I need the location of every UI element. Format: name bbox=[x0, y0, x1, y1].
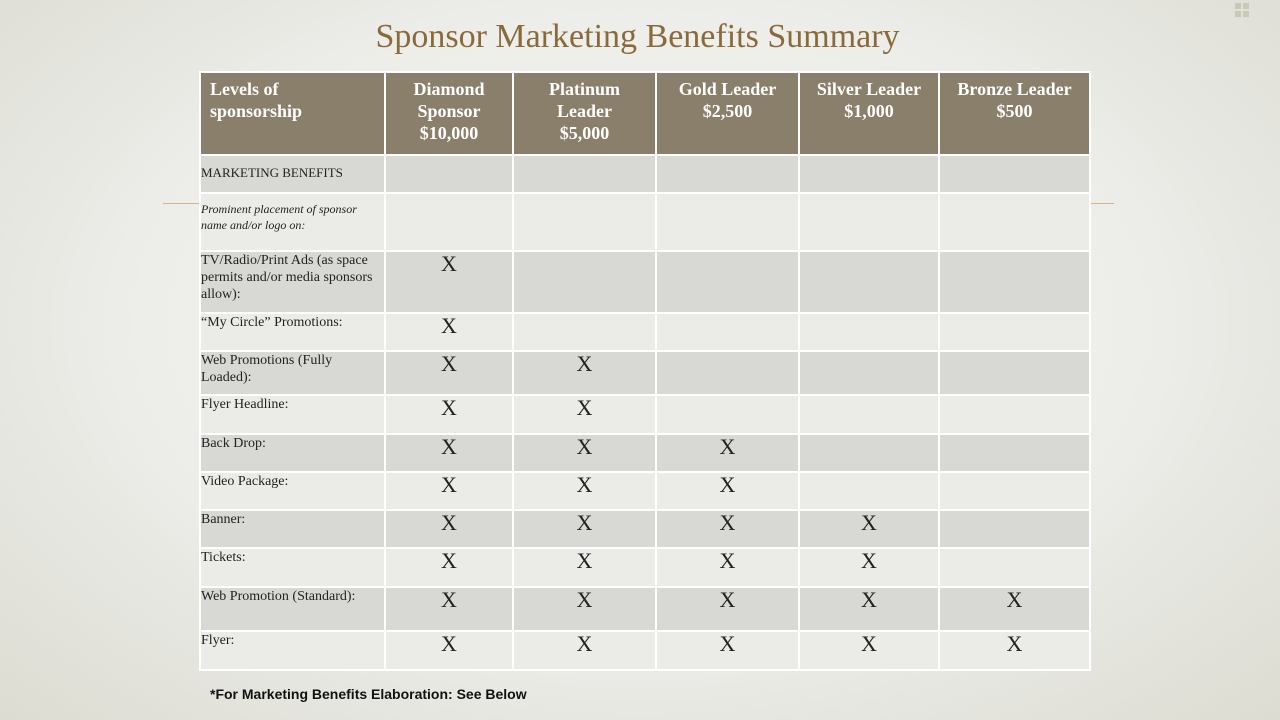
mark-cell bbox=[513, 155, 656, 193]
header-text: Leader bbox=[557, 101, 612, 121]
header-text: $1,000 bbox=[844, 101, 894, 121]
header-silver bbox=[799, 72, 939, 155]
mark-cell: X bbox=[513, 434, 656, 472]
mark-cell: X bbox=[513, 587, 656, 631]
header-text: sponsorship bbox=[210, 101, 303, 121]
header-text: Silver Leader bbox=[816, 79, 922, 99]
mark-cell bbox=[799, 434, 939, 472]
mark-cell: X bbox=[513, 395, 656, 434]
mark-cell bbox=[939, 351, 1090, 395]
mark-cell: X bbox=[799, 548, 939, 587]
mark-cell: X bbox=[939, 587, 1090, 631]
mark-cell bbox=[939, 434, 1090, 472]
table-row bbox=[200, 472, 1090, 510]
mark-cell: X bbox=[799, 510, 939, 548]
mark-cell bbox=[939, 472, 1090, 510]
header-platinum bbox=[513, 72, 656, 155]
row-label: Back Drop: bbox=[200, 434, 385, 472]
row-label: Video Package: bbox=[200, 472, 385, 510]
mark-cell bbox=[939, 193, 1090, 251]
mark-cell: X bbox=[513, 548, 656, 587]
mark-cell bbox=[656, 313, 799, 351]
table-header-row bbox=[200, 72, 1090, 155]
table-row bbox=[200, 351, 1090, 395]
row-label: MARKETING BENEFITS bbox=[200, 155, 385, 193]
mark-cell: X bbox=[939, 631, 1090, 670]
mark-cell bbox=[799, 155, 939, 193]
mark-cell bbox=[513, 193, 656, 251]
decorative-rule-left bbox=[163, 203, 201, 204]
mark-cell: X bbox=[656, 548, 799, 587]
row-label: Web Promotions (Fully Loaded): bbox=[200, 351, 385, 395]
mark-cell: X bbox=[799, 631, 939, 670]
table-row bbox=[200, 510, 1090, 548]
mark-cell bbox=[939, 395, 1090, 434]
mark-cell: X bbox=[385, 395, 513, 434]
mark-cell bbox=[799, 351, 939, 395]
mark-cell bbox=[513, 313, 656, 351]
header-text: $10,000 bbox=[419, 123, 479, 143]
mark-cell bbox=[939, 548, 1090, 587]
mark-cell bbox=[385, 155, 513, 193]
header-text: Levels of bbox=[210, 79, 279, 99]
header-text: Diamond bbox=[413, 79, 485, 99]
table-row bbox=[200, 155, 1090, 193]
row-label: Flyer Headline: bbox=[200, 395, 385, 434]
mark-cell: X bbox=[656, 587, 799, 631]
row-label: Prominent placement of sponsor name and/or logo on: bbox=[200, 193, 385, 251]
row-label: TV/Radio/Print Ads (as space permits and/or media sponsors allow): bbox=[200, 251, 385, 313]
row-label: Tickets: bbox=[200, 548, 385, 587]
mark-cell: X bbox=[385, 587, 513, 631]
mark-cell bbox=[799, 193, 939, 251]
mark-cell: X bbox=[385, 548, 513, 587]
row-label: Web Promotion (Standard): bbox=[200, 587, 385, 631]
mark-cell bbox=[799, 472, 939, 510]
mark-cell bbox=[656, 395, 799, 434]
row-label: Flyer: bbox=[200, 631, 385, 670]
table-row bbox=[200, 434, 1090, 472]
header-text: $2,500 bbox=[702, 101, 753, 121]
mark-cell: X bbox=[513, 351, 656, 395]
mark-cell bbox=[939, 510, 1090, 548]
header-text: Gold Leader bbox=[678, 79, 777, 99]
mark-cell: X bbox=[656, 631, 799, 670]
mark-cell: X bbox=[656, 434, 799, 472]
mark-cell bbox=[799, 395, 939, 434]
header-text: $500 bbox=[996, 101, 1033, 121]
mark-cell: X bbox=[385, 313, 513, 351]
header-gold bbox=[656, 72, 799, 155]
mark-cell: X bbox=[656, 472, 799, 510]
row-label: Banner: bbox=[200, 510, 385, 548]
header-diamond bbox=[385, 72, 513, 155]
mark-cell bbox=[513, 251, 656, 313]
table-row bbox=[200, 548, 1090, 587]
table-row bbox=[200, 587, 1090, 631]
mark-cell: X bbox=[513, 510, 656, 548]
mark-cell bbox=[656, 193, 799, 251]
mark-cell: X bbox=[513, 472, 656, 510]
table-row bbox=[200, 631, 1090, 670]
mark-cell: X bbox=[385, 434, 513, 472]
mark-cell bbox=[939, 313, 1090, 351]
header-text: $5,000 bbox=[559, 123, 610, 143]
mark-cell bbox=[656, 251, 799, 313]
footnote: *For Marketing Benefits Elaboration: See Below bbox=[210, 686, 527, 702]
mark-cell bbox=[385, 193, 513, 251]
mark-cell: X bbox=[799, 587, 939, 631]
mark-cell: X bbox=[656, 510, 799, 548]
benefits-table bbox=[199, 71, 1091, 671]
mark-cell: X bbox=[385, 251, 513, 313]
header-text: Sponsor bbox=[417, 101, 481, 121]
mark-cell bbox=[656, 351, 799, 395]
table-row bbox=[200, 193, 1090, 251]
header-bronze bbox=[939, 72, 1090, 155]
mark-cell bbox=[656, 155, 799, 193]
mark-cell: X bbox=[513, 631, 656, 670]
table-row bbox=[200, 313, 1090, 351]
mark-cell bbox=[939, 251, 1090, 313]
decorative-rule-right bbox=[1088, 203, 1114, 204]
table-row bbox=[200, 395, 1090, 434]
mark-cell: X bbox=[385, 631, 513, 670]
mark-cell: X bbox=[385, 510, 513, 548]
table-row bbox=[200, 251, 1090, 313]
page-title: Sponsor Marketing Benefits Summary bbox=[375, 18, 900, 55]
bullet-square-icon bbox=[1234, 2, 1250, 18]
header-text: Bronze Leader bbox=[957, 79, 1072, 99]
row-label: “My Circle” Promotions: bbox=[200, 313, 385, 351]
mark-cell bbox=[939, 155, 1090, 193]
mark-cell: X bbox=[385, 351, 513, 395]
mark-cell bbox=[799, 313, 939, 351]
mark-cell bbox=[799, 251, 939, 313]
header-levels bbox=[200, 72, 385, 155]
header-text: Platinum bbox=[548, 79, 620, 99]
mark-cell: X bbox=[385, 472, 513, 510]
